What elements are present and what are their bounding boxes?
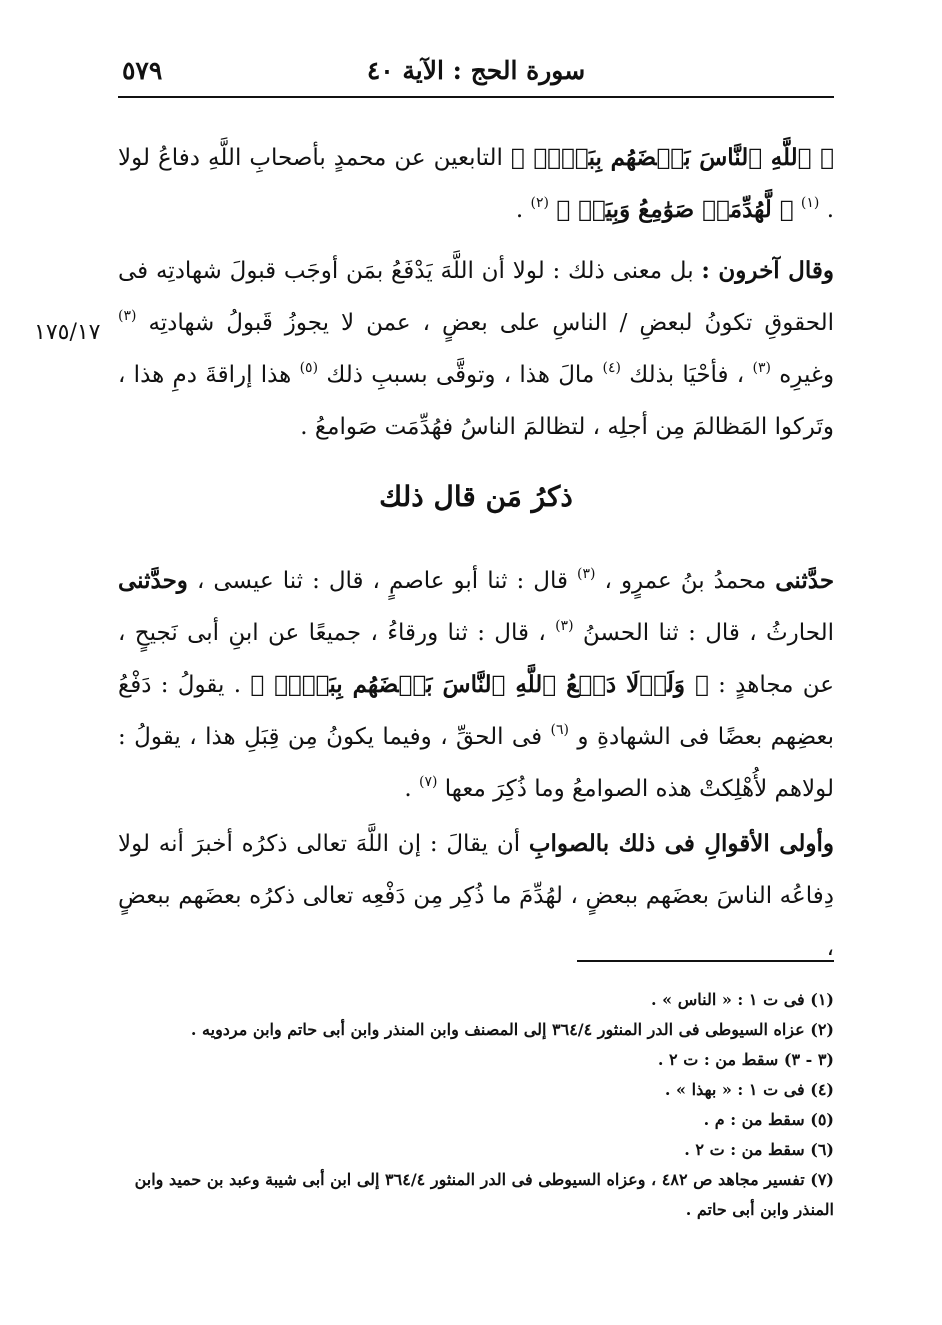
- paragraph-text: قال : ثنا أبو عاصمٍ ، قال : ثنا عيسى ،: [196, 568, 569, 594]
- footnote: (٦) سقط من : ت ٢ .: [684, 1140, 834, 1159]
- paragraph-text: وغيرِه: [779, 362, 835, 388]
- paragraph-text: الحارثُ ، قال : ثنا الحسنُ: [582, 620, 835, 646]
- footnote: (٣ - ٣) سقط من : ت ٢ .: [657, 1050, 834, 1069]
- paragraph-2: [118, 245, 834, 453]
- footnote: (٤) فى ت ١ : « بهذا » .: [664, 1080, 834, 1099]
- quran-quote: ﴿ لَّهُدِّمَتۡ صَوَٰمِعُ وَبِيَعٞ ﴾: [556, 196, 794, 223]
- paragraph-text: .: [515, 197, 524, 223]
- footnote-marker: (٥): [299, 360, 319, 376]
- footnote: (٧) تفسير مجاهد ص ٤٨٢ ، وعزاه السيوطى فى الدر المنثور ٣٦٤/٤ إلى ابن أبى شيبة وعبد بن حميد وابن المنذر وابن أبى حاتم .: [134, 1170, 834, 1219]
- paragraph-lead: وأولى الأقوالِ فى ذلك بالصوابِ: [528, 830, 834, 857]
- footnotes: [118, 985, 834, 1225]
- paragraph-text: . يقولُ : دَفْعُ بعضِهم بعضًا فى الشهادةِ و: [118, 672, 835, 750]
- paragraph-text: مالَ هذا ، وتوقَّى بسببِ ذلك: [326, 362, 595, 388]
- quran-quote: ﴿ ٱللَّهِ ٱلنَّاسَ بَعۡضَهُم بِبَعۡضٖ ﴾: [510, 144, 834, 171]
- footnote-marker: (٣): [577, 566, 596, 582]
- paragraph-1: [118, 132, 834, 236]
- footnote: (٥) سقط من : م .: [703, 1110, 834, 1129]
- section-heading: ذكرُ مَن قال ذلك: [379, 480, 573, 513]
- footnote-marker: (٦): [550, 722, 569, 738]
- paragraph-text: أن يقالَ : إن اللَّهَ تعالى ذكرُه أخبرَ أنه لولا دِفاعُه الناسَ بعضَهم ببعضٍ ، لهُدِّمَ ما ذُكِر مِن دَفْعِه تعالى ذكرُه بعضَهم ببعضٍ ،: [118, 831, 834, 961]
- footnote-marker: (٣): [118, 308, 137, 324]
- footnote: (٢) عزاه السيوطى فى الدر المنثور ٣٦٤/٤ إلى المصنف وابن المنذر وابن أبى حاتم وابن مردويه .: [190, 1020, 834, 1039]
- footnote-marker: (٣): [555, 618, 574, 634]
- paragraph-text: فى الحقِّ ، وفيما يكونُ مِن قِبَلِ هذا ، يقولُ : لولاهم لأُهْلِكتْ هذه الصوامعُ وما ذُكِرَ معها: [118, 724, 834, 802]
- paragraph-text: .: [404, 776, 412, 802]
- footnote-marker: (٣): [752, 360, 771, 376]
- footnote-marker: (٧): [418, 774, 438, 790]
- paragraph-4: [118, 818, 834, 974]
- running-title: سورة الحج : الآية ٤٠: [366, 56, 586, 85]
- page-number: ٥٧٩: [122, 56, 163, 85]
- footnote-marker: (٤): [602, 360, 621, 376]
- quran-quote: ﴿ وَلَوۡلَا دَفۡعُ ٱللَّهِ ٱلنَّاسَ بَعۡضَهُم بِبَعۡضٖ ﴾: [250, 671, 709, 698]
- paragraph-text: محمدُ بنُ عمرٍو ،: [604, 568, 767, 594]
- paragraph-text: ، فأحْيَا بذلك: [629, 362, 745, 388]
- paragraph-3: [118, 555, 834, 815]
- page-header: [118, 50, 834, 98]
- footnote: (١) فى ت ١ : « الناس » .: [651, 990, 834, 1009]
- paragraph-text: هذا إراقةَ دمِ هذا ، وتَركوا المَظالمَ مِن أجلِه ، لتظالمَ الناسُ فهُدِّمَت صَوامعُ .: [118, 362, 834, 440]
- margin-reference: ١٧٥/١٧: [34, 320, 101, 345]
- paragraph-lead: حدَّثنى: [775, 567, 835, 594]
- paragraph-text: التابعين عن محمدٍ بأصحابِ اللَّهِ دفاعُ لولا .: [118, 145, 834, 223]
- footnote-marker: (٢): [530, 195, 549, 211]
- paragraph-text: ، قال : ثنا ورقاءُ ، جميعًا عن ابنِ أبى نَجيحٍ ، عن مجاهدٍ :: [118, 620, 835, 698]
- footnote-separator: [577, 960, 834, 962]
- paragraph-lead: وحدَّثنى: [118, 567, 188, 594]
- paragraph-lead: وقال آخرون :: [701, 257, 835, 284]
- footnote-marker: (١): [800, 195, 820, 211]
- paragraph-text: بل معنى ذلك : لولا أن اللَّهَ يَدْفَعُ بمَن أوجَب قبولَ شهادتِه فى الحقوقِ تكونُ لبعضِ / الناسِ على بعضٍ ، عمن لا يجوزُ قَبولُ شهادتِه: [118, 258, 834, 336]
